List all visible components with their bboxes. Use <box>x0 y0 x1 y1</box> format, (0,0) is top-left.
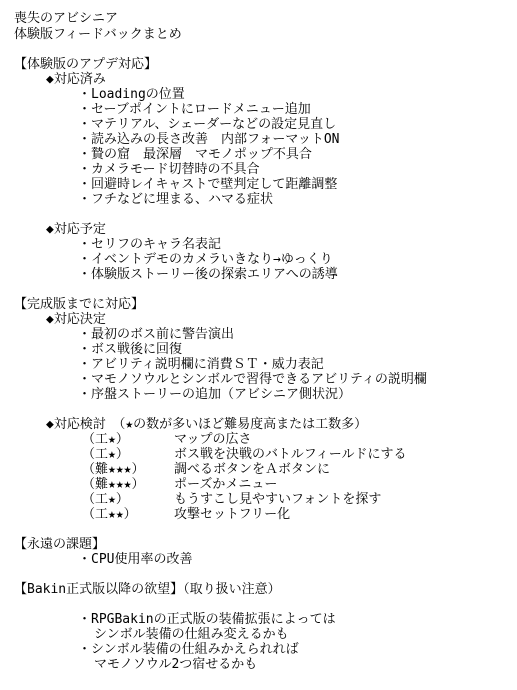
difficulty-tag: （難★★★） <box>82 477 145 492</box>
subsection-label-review: ◆対応検討 （★の数が多いほど難易度高または工数多） <box>46 417 368 432</box>
list-item: ・シンボル装備の仕組みかえられれば <box>78 642 299 657</box>
list-item: ・ボス戦後に回復 <box>78 342 183 357</box>
review-item-text: もうすこし見やすいフォントを探す <box>174 492 382 507</box>
review-item-text: ポーズかメニュー <box>174 477 278 492</box>
list-item: ・読み込みの長さ改善 内部フォーマットON <box>78 132 340 147</box>
list-item-continuation: マモノソウル2つ宿せるかも <box>94 657 258 672</box>
list-item: ・イベントデモのカメラいきなり→ゆっくり <box>78 252 333 267</box>
subsection-label-decided: ◆対応決定 <box>46 312 106 327</box>
list-item: ・贄の窟 最深層 マモノポップ不具合 <box>78 147 312 162</box>
review-item-text: 調べるボタンをＡボタンに <box>174 462 331 477</box>
section-heading-bakin-wishes: 【Bakin正式版以降の欲望】（取り扱い注意） <box>14 582 281 597</box>
list-item: ・マモノソウルとシンボルで習得できるアビリティの説明欄 <box>78 372 427 387</box>
section-heading-full-version: 【完成版までに対応】 <box>14 297 145 312</box>
doc-title: 喪失のアビシニア <box>14 11 119 26</box>
list-item-continuation: シンボル装備の仕組み変えるかも <box>94 627 289 642</box>
review-item-text: マップの広さ <box>174 432 252 447</box>
review-item-text: 攻撃セットフリー化 <box>174 507 291 522</box>
difficulty-tag: （工★★） <box>82 507 137 522</box>
difficulty-tag: （難★★★） <box>82 462 145 477</box>
list-item: ・Loadingの位置 <box>78 87 185 102</box>
difficulty-tag: （工★） <box>82 492 129 507</box>
list-item: ・セーブポイントにロードメニュー追加 <box>78 102 311 117</box>
list-item: ・CPU使用率の改善 <box>78 552 193 567</box>
list-item: ・序盤ストーリーの追加（アビシニア側状況） <box>78 387 352 402</box>
section-heading-eternal-issue: 【永遠の課題】 <box>14 537 106 552</box>
list-item: ・カメラモード切替時の不具合 <box>78 162 260 177</box>
subsection-label-done: ◆対応済み <box>46 72 106 87</box>
list-item: ・マテリアル、シェーダーなどの設定見直し <box>78 117 337 132</box>
list-item: ・アビリティ説明欄に消費ＳＴ・威力表記 <box>78 357 324 372</box>
list-item: ・体験版ストーリー後の探索エリアへの誘導 <box>78 267 338 282</box>
subsection-label-planned: ◆対応予定 <box>46 222 106 237</box>
doc-subtitle: 体験版フィードバックまとめ <box>14 27 182 42</box>
list-item: ・最初のボス前に警告演出 <box>78 327 235 342</box>
list-item: ・RPGBakinの正式版の装備拡張によっては <box>78 612 336 627</box>
review-item-text: ボス戦を決戦のバトルフィールドにする <box>174 447 407 462</box>
section-heading-trial-update: 【体験版のアプデ対応】 <box>14 57 158 72</box>
list-item: ・フチなどに埋まる、ハマる症状 <box>78 192 274 207</box>
list-item: ・セリフのキャラ名表記 <box>78 237 222 252</box>
difficulty-tag: （工★） <box>82 447 129 462</box>
list-item: ・回避時レイキャストで壁判定して距離調整 <box>78 177 338 192</box>
difficulty-tag: （工★） <box>82 432 129 447</box>
